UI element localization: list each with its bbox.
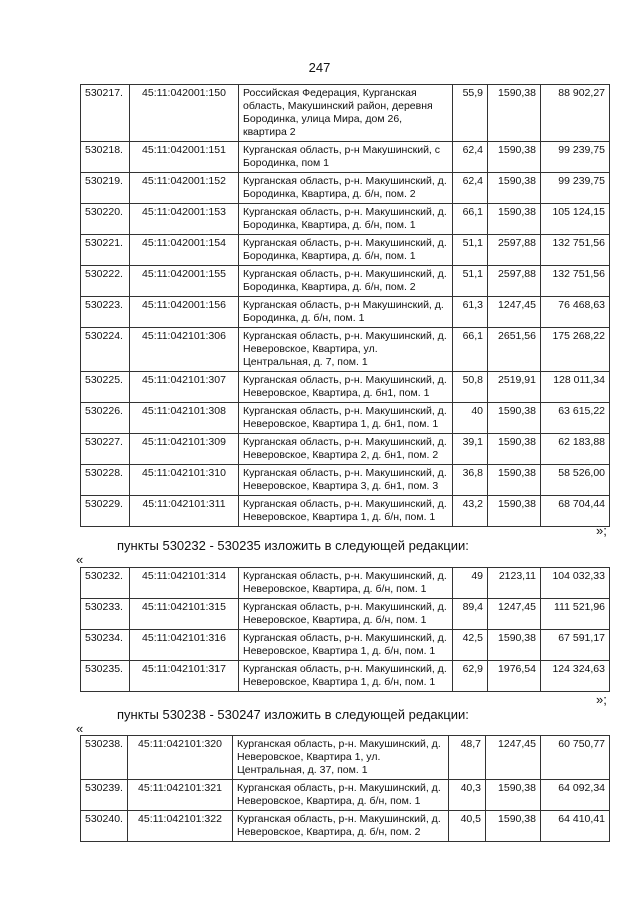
cell-num: 530225. (81, 372, 130, 403)
cell-area: 61,3 (453, 297, 488, 328)
cell-addr: Курганская область, р-н. Макушинский, д. Бородинка, Квартира, д. б/н, пом. 1 (239, 204, 453, 235)
cell-rate: 1590,38 (486, 780, 541, 811)
cell-cost: 104 032,33 (541, 568, 610, 599)
cell-addr: Курганская область, р-н. Макушинский, д. Бородинка, Квартира, д. б/н, пом. 2 (239, 173, 453, 204)
registry-table-2 (80, 567, 610, 692)
table-row (81, 736, 610, 780)
cell-cad: 45:11:042101:306 (130, 328, 239, 372)
cell-addr: Курганская область, р-н. Макушинский, д. Неверовское, Квартира, д. б/н, пом. 1 (239, 568, 453, 599)
cell-cost: 62 183,88 (541, 434, 610, 465)
cell-cad: 45:11:042101:317 (130, 661, 239, 692)
table-row (81, 434, 610, 465)
cell-num: 530229. (81, 496, 130, 527)
cell-cad: 45:11:042101:321 (128, 780, 233, 811)
cell-area: 40,3 (449, 780, 486, 811)
cell-cost: 63 615,22 (541, 403, 610, 434)
cell-rate: 2519,91 (488, 372, 541, 403)
cell-addr: Курганская область, р-н Макушинский, с Бородинка, пом 1 (239, 142, 453, 173)
cell-cad: 45:11:042101:308 (130, 403, 239, 434)
cell-rate: 1590,38 (488, 142, 541, 173)
cell-addr: Курганская область, р-н. Макушинский, д. Неверовское, Квартира, д. б/н, пом. 1 (233, 780, 449, 811)
table-row (81, 297, 610, 328)
cell-rate: 1590,38 (488, 465, 541, 496)
cell-cad: 45:11:042101:307 (130, 372, 239, 403)
page-number: 247 (308, 60, 331, 75)
cell-addr: Курганская область, р-н. Макушинский, д. Неверовское, Квартира, д. б/н, пом. 2 (233, 811, 449, 842)
cell-cost: 132 751,56 (541, 235, 610, 266)
cell-cost: 88 902,27 (541, 85, 610, 142)
cell-num: 530224. (81, 328, 130, 372)
table-row (81, 780, 610, 811)
table-row (81, 328, 610, 372)
cell-cost: 99 239,75 (541, 142, 610, 173)
table-row (81, 811, 610, 842)
cell-area: 62,4 (453, 142, 488, 173)
cell-num: 530240. (81, 811, 128, 842)
cell-rate: 1247,45 (488, 599, 541, 630)
cell-num: 530219. (81, 173, 130, 204)
cell-rate: 2123,11 (488, 568, 541, 599)
table-row (81, 630, 610, 661)
cell-rate: 1247,45 (486, 736, 541, 780)
cell-num: 530234. (81, 630, 130, 661)
cell-num: 530218. (81, 142, 130, 173)
cell-rate: 1590,38 (488, 204, 541, 235)
cell-addr: Курганская область, р-н. Макушинский, д. Неверовское, Квартира, ул. Центральная, д. 7, пом. 1 (239, 328, 453, 372)
cell-num: 530228. (81, 465, 130, 496)
cell-area: 39,1 (453, 434, 488, 465)
table-row (81, 173, 610, 204)
cell-rate: 1590,38 (488, 496, 541, 527)
cell-addr: Курганская область, р-н. Макушинский, д. Неверовское, Квартира, д. бн1, пом. 1 (239, 372, 453, 403)
cell-cad: 45:11:042101:314 (130, 568, 239, 599)
cell-rate: 1590,38 (488, 85, 541, 142)
cell-cost: 111 521,96 (541, 599, 610, 630)
cell-num: 530227. (81, 434, 130, 465)
cell-area: 40 (453, 403, 488, 434)
cell-addr: Курганская область, р-н. Макушинский, д. Неверовское, Квартира 1, д. б/н, пом. 1 (239, 496, 453, 527)
cell-cad: 45:11:042001:154 (130, 235, 239, 266)
cell-cad: 45:11:042001:155 (130, 266, 239, 297)
cell-rate: 1590,38 (488, 403, 541, 434)
closing-quote-1: »; (596, 523, 607, 538)
cell-cad: 45:11:042101:311 (130, 496, 239, 527)
cell-cad: 45:11:042101:315 (130, 599, 239, 630)
cell-cost: 68 704,44 (541, 496, 610, 527)
table-row (81, 85, 610, 142)
cell-rate: 1247,45 (488, 297, 541, 328)
table-row (81, 568, 610, 599)
cell-addr: Курганская область, р-н. Макушинский, д. Неверовское, Квартира 1, д. б/н, пом. 1 (239, 661, 453, 692)
cell-addr: Российская Федерация, Курганская область, Макушинский район, деревня Бородинка, улица Мира, дом 26, квартира 2 (239, 85, 453, 142)
cell-area: 36,8 (453, 465, 488, 496)
instruction-2: пункты 530238 - 530247 изложить в следующей редакции: (117, 707, 469, 722)
cell-cost: 105 124,15 (541, 204, 610, 235)
cell-num: 530235. (81, 661, 130, 692)
cell-cad: 45:11:042001:151 (130, 142, 239, 173)
cell-cost: 58 526,00 (541, 465, 610, 496)
cell-cad: 45:11:042101:316 (130, 630, 239, 661)
table-row (81, 403, 610, 434)
cell-rate: 1590,38 (488, 630, 541, 661)
cell-area: 49 (453, 568, 488, 599)
table-row (81, 465, 610, 496)
cell-cad: 45:11:042101:322 (128, 811, 233, 842)
cell-area: 40,5 (449, 811, 486, 842)
cell-addr: Курганская область, р-н. Макушинский, д. Бородинка, Квартира, д. б/н, пом. 2 (239, 266, 453, 297)
cell-addr: Курганская область, р-н. Макушинский, д. Неверовское, Квартира 3, д. бн1, пом. 3 (239, 465, 453, 496)
cell-rate: 2651,56 (488, 328, 541, 372)
cell-cad: 45:11:042001:153 (130, 204, 239, 235)
table-row (81, 142, 610, 173)
registry-table-1 (80, 84, 610, 527)
cell-area: 42,5 (453, 630, 488, 661)
cell-num: 530233. (81, 599, 130, 630)
cell-area: 43,2 (453, 496, 488, 527)
cell-cost: 64 092,34 (541, 780, 610, 811)
cell-addr: Курганская область, р-н. Макушинский, д. Бородинка, Квартира, д. б/н, пом. 1 (239, 235, 453, 266)
cell-rate: 1590,38 (486, 811, 541, 842)
table-row (81, 496, 610, 527)
cell-area: 50,8 (453, 372, 488, 403)
registry-table-3 (80, 735, 610, 842)
table-row (81, 372, 610, 403)
cell-cost: 60 750,77 (541, 736, 610, 780)
cell-rate: 1976,54 (488, 661, 541, 692)
cell-cad: 45:11:042101:320 (128, 736, 233, 780)
cell-num: 530217. (81, 85, 130, 142)
cell-num: 530238. (81, 736, 128, 780)
table-row (81, 235, 610, 266)
cell-addr: Курганская область, р-н. Макушинский, д. Неверовское, Квартира 1, д. бн1, пом. 1 (239, 403, 453, 434)
cell-num: 530226. (81, 403, 130, 434)
cell-rate: 1590,38 (488, 434, 541, 465)
cell-cost: 67 591,17 (541, 630, 610, 661)
cell-cad: 45:11:042101:309 (130, 434, 239, 465)
cell-num: 530221. (81, 235, 130, 266)
cell-rate: 1590,38 (488, 173, 541, 204)
cell-addr: Курганская область, р-н. Макушинский, д. Неверовское, Квартира 1, ул. Центральная, д. 37, пом. 1 (233, 736, 449, 780)
cell-cost: 124 324,63 (541, 661, 610, 692)
instruction-1: пункты 530232 - 530235 изложить в следующей редакции: (117, 538, 469, 553)
cell-num: 530223. (81, 297, 130, 328)
cell-area: 89,4 (453, 599, 488, 630)
cell-area: 66,1 (453, 328, 488, 372)
cell-cad: 45:11:042101:310 (130, 465, 239, 496)
cell-addr: Курганская область, р-н. Макушинский, д. Неверовское, Квартира 2, д. бн1, пом. 2 (239, 434, 453, 465)
opening-quote-1: « (76, 552, 84, 567)
cell-cost: 128 011,34 (541, 372, 610, 403)
cell-area: 48,7 (449, 736, 486, 780)
cell-num: 530239. (81, 780, 128, 811)
cell-cad: 45:11:042001:156 (130, 297, 239, 328)
table-row (81, 266, 610, 297)
cell-cost: 64 410,41 (541, 811, 610, 842)
cell-area: 62,9 (453, 661, 488, 692)
cell-num: 530232. (81, 568, 130, 599)
cell-cad: 45:11:042001:152 (130, 173, 239, 204)
table-row (81, 204, 610, 235)
cell-num: 530222. (81, 266, 130, 297)
cell-area: 55,9 (453, 85, 488, 142)
cell-addr: Курганская область, р-н Макушинский, д. Бородинка, д. б/н, пом. 1 (239, 297, 453, 328)
cell-area: 51,1 (453, 266, 488, 297)
cell-cost: 175 268,22 (541, 328, 610, 372)
cell-addr: Курганская область, р-н. Макушинский, д. Неверовское, Квартира 1, д. б/н, пом. 1 (239, 630, 453, 661)
table-row (81, 599, 610, 630)
cell-area: 51,1 (453, 235, 488, 266)
cell-area: 62,4 (453, 173, 488, 204)
table-row (81, 661, 610, 692)
cell-area: 66,1 (453, 204, 488, 235)
cell-rate: 2597,88 (488, 235, 541, 266)
cell-addr: Курганская область, р-н. Макушинский, д. Неверовское, Квартира, д. б/н, пом. 1 (239, 599, 453, 630)
cell-cost: 76 468,63 (541, 297, 610, 328)
cell-num: 530220. (81, 204, 130, 235)
opening-quote-2: « (76, 721, 84, 736)
cell-cost: 132 751,56 (541, 266, 610, 297)
cell-cost: 99 239,75 (541, 173, 610, 204)
cell-cad: 45:11:042001:150 (130, 85, 239, 142)
cell-rate: 2597,88 (488, 266, 541, 297)
closing-quote-2: »; (596, 692, 607, 707)
